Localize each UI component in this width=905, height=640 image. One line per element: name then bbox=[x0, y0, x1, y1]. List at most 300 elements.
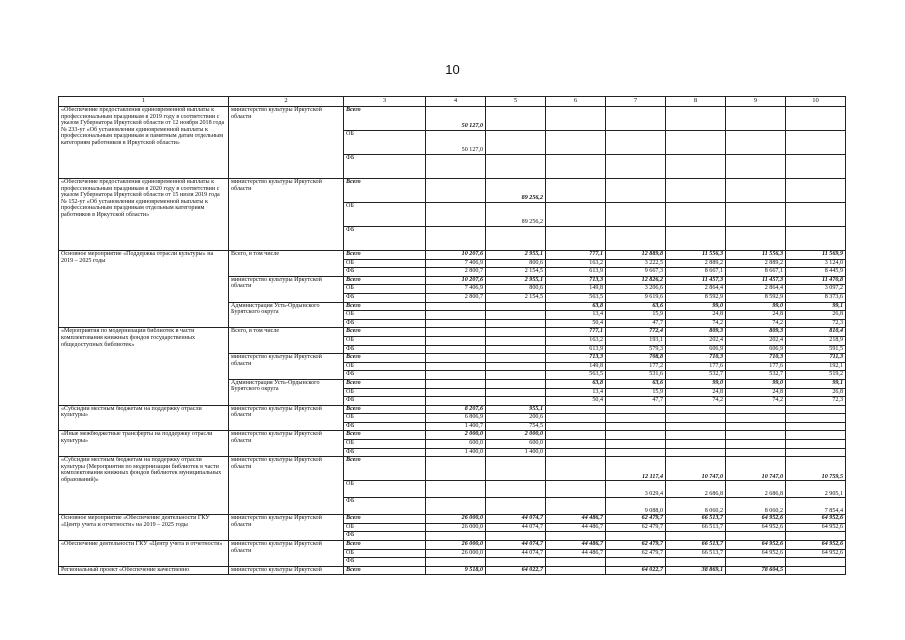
value-cell bbox=[666, 414, 726, 423]
executor-cell: министерство культуры Иркутской области bbox=[229, 431, 344, 457]
executor-cell: министерство культуры Иркутской области bbox=[229, 457, 344, 515]
value-cell bbox=[426, 481, 486, 498]
value-cell bbox=[606, 227, 666, 251]
value-cell bbox=[606, 414, 666, 423]
value-cell: 26,8 bbox=[786, 311, 846, 320]
value-cell: 3 029,4 bbox=[606, 481, 666, 498]
value-cell: 532,7 bbox=[726, 371, 786, 380]
value-cell bbox=[546, 498, 606, 515]
value-cell: 15,9 bbox=[606, 311, 666, 320]
value-cell: 8 207,6 bbox=[426, 405, 486, 414]
value-cell: 24,8 bbox=[726, 388, 786, 397]
funding-source-cell: ФБ bbox=[344, 268, 426, 277]
value-cell bbox=[546, 448, 606, 457]
value-cell: 591,5 bbox=[786, 345, 846, 354]
value-cell bbox=[426, 227, 486, 251]
value-cell bbox=[786, 131, 846, 155]
value-cell bbox=[786, 448, 846, 457]
value-cell bbox=[786, 440, 846, 449]
value-cell: 3 206,6 bbox=[606, 285, 666, 294]
value-cell bbox=[786, 566, 846, 575]
value-cell: 12 826,2 bbox=[606, 276, 666, 285]
executor-cell: министерство культуры Иркутской bbox=[229, 566, 344, 575]
value-cell: 50 127,0 bbox=[426, 107, 486, 131]
funding-source-cell: Всего bbox=[344, 457, 426, 481]
value-cell: 10 759,5 bbox=[786, 457, 846, 481]
funding-source-cell: ФБ bbox=[344, 155, 426, 179]
value-cell bbox=[666, 431, 726, 440]
funding-source-cell: ОБ bbox=[344, 259, 426, 268]
value-cell: 72,3 bbox=[786, 397, 846, 406]
value-cell: 62 479,7 bbox=[606, 515, 666, 524]
value-cell: 777,1 bbox=[546, 328, 606, 337]
value-cell: 149,8 bbox=[546, 285, 606, 294]
value-cell: 15,9 bbox=[606, 388, 666, 397]
value-cell: 193,1 bbox=[606, 336, 666, 345]
value-cell: 72,3 bbox=[786, 319, 846, 328]
value-cell bbox=[546, 227, 606, 251]
activity-name-cell: Региональный проект «Обеспечение качественно bbox=[59, 566, 229, 575]
value-cell: 163,2 bbox=[546, 259, 606, 268]
value-cell: 809,3 bbox=[726, 328, 786, 337]
funding-source-cell: ФБ bbox=[344, 397, 426, 406]
funding-source-cell: Всего bbox=[344, 328, 426, 337]
value-cell bbox=[426, 362, 486, 371]
value-cell bbox=[726, 414, 786, 423]
value-cell bbox=[546, 566, 606, 575]
value-cell bbox=[666, 179, 726, 203]
value-cell: 44 074,7 bbox=[486, 515, 546, 524]
value-cell: 10 747,0 bbox=[666, 457, 726, 481]
value-cell bbox=[426, 179, 486, 203]
value-cell bbox=[666, 405, 726, 414]
value-cell: 809,3 bbox=[666, 328, 726, 337]
executor-cell: Всего, в том числе bbox=[229, 328, 344, 354]
value-cell: 600,0 bbox=[426, 440, 486, 449]
funding-source-cell: ОБ bbox=[344, 285, 426, 294]
value-cell: 600,0 bbox=[486, 440, 546, 449]
value-cell: 9 619,6 bbox=[606, 293, 666, 302]
budget-table-container bbox=[58, 96, 845, 575]
activity-name-cell: «Мероприятия по модернизации библиотек в части комплектования книжных фондов государственных общедоступных библиотек» bbox=[59, 328, 229, 405]
funding-source-cell: ФБ bbox=[344, 345, 426, 354]
col-header: 10 bbox=[786, 97, 846, 107]
funding-source-cell: ОБ bbox=[344, 131, 426, 155]
value-cell bbox=[726, 431, 786, 440]
value-cell: 202,4 bbox=[666, 336, 726, 345]
value-cell bbox=[486, 345, 546, 354]
value-cell: 50 127,0 bbox=[426, 131, 486, 155]
value-cell: 7 854,4 bbox=[786, 498, 846, 515]
value-cell: 800,6 bbox=[486, 259, 546, 268]
value-cell: 89 256,2 bbox=[486, 179, 546, 203]
funding-source-cell: ОБ bbox=[344, 362, 426, 371]
value-cell bbox=[726, 131, 786, 155]
value-cell bbox=[666, 448, 726, 457]
funding-source-cell: ОБ bbox=[344, 440, 426, 449]
value-cell bbox=[426, 155, 486, 179]
value-cell: 9 518,0 bbox=[426, 566, 486, 575]
value-cell: 579,3 bbox=[606, 345, 666, 354]
funding-source-cell: ФБ bbox=[344, 319, 426, 328]
value-cell bbox=[786, 179, 846, 203]
value-cell bbox=[726, 440, 786, 449]
funding-source-cell: ФБ bbox=[344, 498, 426, 515]
funding-source-cell: ФБ bbox=[344, 558, 426, 567]
value-cell: 44 486,7 bbox=[546, 541, 606, 550]
value-cell bbox=[486, 397, 546, 406]
value-cell bbox=[546, 422, 606, 431]
value-cell: 66 513,7 bbox=[666, 515, 726, 524]
value-cell bbox=[726, 558, 786, 567]
value-cell: 13,4 bbox=[546, 311, 606, 320]
executor-cell: Администрация Усть-Ордынского Бурятского округа bbox=[229, 302, 344, 328]
value-cell: 1 400,0 bbox=[486, 448, 546, 457]
value-cell: 99,0 bbox=[666, 302, 726, 311]
value-cell: 2 889,2 bbox=[726, 259, 786, 268]
value-cell: 64 952,6 bbox=[726, 523, 786, 532]
value-cell: 99,0 bbox=[726, 302, 786, 311]
activity-name-cell: «Обеспечение деятельности ГКУ «Центр учета и отчетности» bbox=[59, 541, 229, 567]
value-cell: 99,0 bbox=[726, 379, 786, 388]
value-cell: 44 074,7 bbox=[486, 523, 546, 532]
value-cell bbox=[486, 328, 546, 337]
value-cell bbox=[486, 155, 546, 179]
value-cell bbox=[726, 179, 786, 203]
value-cell: 64 952,6 bbox=[786, 515, 846, 524]
value-cell bbox=[606, 107, 666, 131]
value-cell: 11 457,3 bbox=[666, 276, 726, 285]
value-cell: 74,2 bbox=[666, 319, 726, 328]
value-cell: 708,8 bbox=[606, 354, 666, 363]
value-cell: 754,5 bbox=[486, 422, 546, 431]
col-header: 9 bbox=[726, 97, 786, 107]
col-header: 6 bbox=[546, 97, 606, 107]
value-cell bbox=[486, 371, 546, 380]
value-cell: 99,1 bbox=[786, 379, 846, 388]
value-cell: 955,1 bbox=[486, 405, 546, 414]
funding-source-cell: Всего bbox=[344, 179, 426, 203]
value-cell: 78 604,5 bbox=[726, 566, 786, 575]
value-cell: 11 556,3 bbox=[666, 251, 726, 260]
col-header: 4 bbox=[426, 97, 486, 107]
value-cell: 66 513,7 bbox=[666, 549, 726, 558]
table-row bbox=[59, 251, 846, 260]
value-cell: 10 207,6 bbox=[426, 251, 486, 260]
value-cell: 26,8 bbox=[786, 388, 846, 397]
value-cell bbox=[726, 203, 786, 227]
value-cell: 62 479,7 bbox=[606, 549, 666, 558]
value-cell: 6 806,9 bbox=[426, 414, 486, 423]
value-cell: 66 513,7 bbox=[666, 523, 726, 532]
value-cell bbox=[486, 354, 546, 363]
value-cell: 64 022,7 bbox=[486, 566, 546, 575]
value-cell: 24,8 bbox=[666, 311, 726, 320]
value-cell: 519,2 bbox=[786, 371, 846, 380]
funding-source-cell: ОБ bbox=[344, 481, 426, 498]
value-cell bbox=[486, 362, 546, 371]
value-cell: 2 686,8 bbox=[726, 481, 786, 498]
value-cell bbox=[486, 388, 546, 397]
value-cell bbox=[546, 558, 606, 567]
value-cell: 74,2 bbox=[726, 319, 786, 328]
value-cell: 64 952,6 bbox=[726, 515, 786, 524]
value-cell: 2 000,0 bbox=[426, 431, 486, 440]
value-cell bbox=[486, 498, 546, 515]
value-cell: 2 154,5 bbox=[486, 293, 546, 302]
value-cell bbox=[786, 431, 846, 440]
value-cell: 64 952,6 bbox=[786, 523, 846, 532]
value-cell: 7 406,9 bbox=[426, 259, 486, 268]
value-cell: 74,2 bbox=[726, 397, 786, 406]
value-cell: 2 000,0 bbox=[486, 431, 546, 440]
value-cell: 2 864,4 bbox=[666, 285, 726, 294]
executor-cell: Всего, в том числе bbox=[229, 251, 344, 277]
value-cell bbox=[426, 379, 486, 388]
value-cell: 713,3 bbox=[546, 276, 606, 285]
funding-source-cell: Всего bbox=[344, 379, 426, 388]
value-cell bbox=[426, 498, 486, 515]
value-cell bbox=[666, 131, 726, 155]
value-cell: 8 592,9 bbox=[666, 293, 726, 302]
value-cell: 8 060,2 bbox=[726, 498, 786, 515]
value-cell: 44 074,7 bbox=[486, 541, 546, 550]
value-cell: 64 022,7 bbox=[606, 566, 666, 575]
value-cell: 62 479,7 bbox=[606, 523, 666, 532]
funding-source-cell: ФБ bbox=[344, 422, 426, 431]
table-row bbox=[59, 566, 846, 575]
table-row bbox=[59, 328, 846, 337]
value-cell bbox=[606, 405, 666, 414]
value-cell bbox=[426, 388, 486, 397]
value-cell bbox=[786, 155, 846, 179]
value-cell: 26 000,0 bbox=[426, 515, 486, 524]
table-row bbox=[59, 541, 846, 550]
value-cell: 200,6 bbox=[486, 414, 546, 423]
value-cell: 710,3 bbox=[726, 354, 786, 363]
executor-cell: министерство культуры Иркутской области bbox=[229, 515, 344, 541]
col-header: 7 bbox=[606, 97, 666, 107]
table-row bbox=[59, 107, 846, 131]
executor-cell: министерство культуры Иркутской области bbox=[229, 107, 344, 179]
funding-source-cell: ОБ bbox=[344, 414, 426, 423]
value-cell: 177,6 bbox=[726, 362, 786, 371]
value-cell: 777,1 bbox=[546, 251, 606, 260]
funding-source-cell: Всего bbox=[344, 431, 426, 440]
value-cell: 63,8 bbox=[546, 302, 606, 311]
value-cell bbox=[546, 431, 606, 440]
table-row bbox=[59, 457, 846, 481]
value-cell bbox=[606, 131, 666, 155]
value-cell: 606,9 bbox=[666, 345, 726, 354]
value-cell bbox=[546, 457, 606, 481]
value-cell: 772,4 bbox=[606, 328, 666, 337]
value-cell: 2 154,5 bbox=[486, 268, 546, 277]
value-cell bbox=[426, 457, 486, 481]
value-cell: 2 889,2 bbox=[666, 259, 726, 268]
value-cell bbox=[426, 203, 486, 227]
value-cell bbox=[786, 203, 846, 227]
value-cell bbox=[786, 422, 846, 431]
value-cell bbox=[486, 379, 546, 388]
value-cell: 606,9 bbox=[726, 345, 786, 354]
value-cell bbox=[486, 227, 546, 251]
activity-name-cell: «Обеспечение предоставления единовременной выплаты к профессиональным праздникам в 2019 году в соответствии с указом Губернатора Иркутской области от 12 ноября 2018 года № 233-уг «Об установлении единовременной выплаты к профессиональным праздникам и памятным датам отдельным категориям работников в Иркутской области» bbox=[59, 107, 229, 179]
value-cell: 2 800,7 bbox=[426, 293, 486, 302]
table-row bbox=[59, 179, 846, 203]
value-cell: 2 864,4 bbox=[726, 285, 786, 294]
value-cell bbox=[546, 155, 606, 179]
value-cell: 2 800,7 bbox=[426, 268, 486, 277]
value-cell bbox=[606, 558, 666, 567]
value-cell: 64 952,6 bbox=[786, 549, 846, 558]
value-cell: 8 667,1 bbox=[726, 268, 786, 277]
value-cell bbox=[426, 532, 486, 541]
value-cell: 63,6 bbox=[606, 379, 666, 388]
value-cell: 613,9 bbox=[546, 268, 606, 277]
value-cell bbox=[786, 107, 846, 131]
col-header: 3 bbox=[344, 97, 426, 107]
value-cell: 47,7 bbox=[606, 319, 666, 328]
value-cell bbox=[546, 481, 606, 498]
value-cell bbox=[426, 302, 486, 311]
value-cell: 8 592,9 bbox=[726, 293, 786, 302]
value-cell: 50,4 bbox=[546, 319, 606, 328]
value-cell: 711,3 bbox=[786, 354, 846, 363]
table-row bbox=[59, 515, 846, 524]
value-cell: 26 000,0 bbox=[426, 549, 486, 558]
value-cell bbox=[666, 422, 726, 431]
activity-name-cell: «Субсидии местным бюджетам на поддержку отрасли культуры (Мероприятия по модернизации библиотек в части комплектования книжных фондов библиотек муниципальных образований)» bbox=[59, 457, 229, 515]
value-cell bbox=[486, 558, 546, 567]
value-cell: 89 256,2 bbox=[486, 203, 546, 227]
value-cell: 11 470,8 bbox=[786, 276, 846, 285]
value-cell: 2 955,1 bbox=[486, 251, 546, 260]
value-cell bbox=[486, 319, 546, 328]
value-cell: 44 486,7 bbox=[546, 515, 606, 524]
value-cell bbox=[606, 179, 666, 203]
value-cell: 12 889,8 bbox=[606, 251, 666, 260]
value-cell: 2 686,8 bbox=[666, 481, 726, 498]
value-cell bbox=[426, 336, 486, 345]
value-cell: 11 556,3 bbox=[726, 251, 786, 260]
value-cell: 63,8 bbox=[546, 379, 606, 388]
value-cell bbox=[606, 422, 666, 431]
value-cell bbox=[726, 448, 786, 457]
funding-source-cell: ФБ bbox=[344, 227, 426, 251]
value-cell bbox=[426, 371, 486, 380]
value-cell bbox=[786, 414, 846, 423]
value-cell bbox=[726, 422, 786, 431]
value-cell bbox=[666, 227, 726, 251]
value-cell: 177,2 bbox=[606, 362, 666, 371]
value-cell: 11 569,9 bbox=[786, 251, 846, 260]
value-cell bbox=[786, 532, 846, 541]
value-cell: 613,9 bbox=[546, 345, 606, 354]
value-cell: 26 000,0 bbox=[426, 523, 486, 532]
funding-source-cell: ФБ bbox=[344, 448, 426, 457]
value-cell: 74,2 bbox=[666, 397, 726, 406]
value-cell: 10 207,6 bbox=[426, 276, 486, 285]
activity-name-cell: Основное мероприятие «Поддержка отрасли культуры» на 2019 – 2025 годы bbox=[59, 251, 229, 328]
value-cell: 177,6 bbox=[666, 362, 726, 371]
value-cell: 218,9 bbox=[786, 336, 846, 345]
value-cell: 11 457,3 bbox=[726, 276, 786, 285]
value-cell: 38 869,1 bbox=[666, 566, 726, 575]
executor-cell: министерство культуры Иркутской области bbox=[229, 179, 344, 251]
funding-source-cell: ОБ bbox=[344, 549, 426, 558]
value-cell bbox=[486, 336, 546, 345]
value-cell: 9 088,0 bbox=[606, 498, 666, 515]
value-cell bbox=[426, 558, 486, 567]
value-cell bbox=[486, 131, 546, 155]
value-cell bbox=[546, 405, 606, 414]
value-cell bbox=[726, 155, 786, 179]
table-row bbox=[59, 431, 846, 440]
value-cell bbox=[666, 107, 726, 131]
value-cell: 8 445,9 bbox=[786, 268, 846, 277]
table-body bbox=[59, 107, 846, 575]
value-cell: 3 097,2 bbox=[786, 285, 846, 294]
value-cell bbox=[426, 354, 486, 363]
value-cell: 99,1 bbox=[786, 302, 846, 311]
value-cell bbox=[546, 131, 606, 155]
column-number-row bbox=[59, 97, 846, 107]
value-cell bbox=[426, 311, 486, 320]
value-cell: 202,4 bbox=[726, 336, 786, 345]
value-cell: 7 406,9 bbox=[426, 285, 486, 294]
value-cell bbox=[606, 431, 666, 440]
value-cell bbox=[666, 440, 726, 449]
value-cell: 24,8 bbox=[666, 388, 726, 397]
value-cell: 2 955,1 bbox=[486, 276, 546, 285]
value-cell: 64 952,6 bbox=[726, 549, 786, 558]
value-cell: 62 479,7 bbox=[606, 541, 666, 550]
funding-source-cell: Всего bbox=[344, 405, 426, 414]
value-cell: 192,1 bbox=[786, 362, 846, 371]
value-cell: 149,8 bbox=[546, 362, 606, 371]
funding-source-cell: Всего bbox=[344, 541, 426, 550]
funding-source-cell: ОБ bbox=[344, 311, 426, 320]
value-cell bbox=[546, 203, 606, 227]
value-cell: 64 952,6 bbox=[786, 541, 846, 550]
funding-source-cell: Всего bbox=[344, 566, 426, 575]
funding-source-cell: Всего bbox=[344, 515, 426, 524]
budget-table bbox=[58, 96, 846, 575]
value-cell: 1 400,7 bbox=[426, 422, 486, 431]
value-cell: 47,7 bbox=[606, 397, 666, 406]
col-header: 8 bbox=[666, 97, 726, 107]
value-cell bbox=[546, 179, 606, 203]
value-cell: 710,3 bbox=[666, 354, 726, 363]
activity-name-cell: Основное мероприятие «Обеспечение деятельности ГКУ «Центр учета и отчетности» на 2019 – 2025 годы bbox=[59, 515, 229, 541]
activity-name-cell: «Обеспечение предоставления единовременной выплаты к профессиональным праздникам в 2020 году в соответствии с указом Губернатора Иркутской области от 15 июля 2019 года № 152-уг «Об установлении единовременной выплаты к профессиональным праздникам отдельным категориям работников в Иркутской области» bbox=[59, 179, 229, 251]
value-cell: 163,2 bbox=[546, 336, 606, 345]
funding-source-cell: ОБ bbox=[344, 336, 426, 345]
table-row bbox=[59, 405, 846, 414]
col-header: 5 bbox=[486, 97, 546, 107]
funding-source-cell: Всего bbox=[344, 251, 426, 260]
value-cell bbox=[546, 440, 606, 449]
funding-source-cell: ОБ bbox=[344, 388, 426, 397]
funding-source-cell: Всего bbox=[344, 354, 426, 363]
activity-name-cell: «Субсидии местным бюджетам на поддержку отрасли культуры» bbox=[59, 405, 229, 431]
value-cell bbox=[786, 558, 846, 567]
value-cell: 24,8 bbox=[726, 311, 786, 320]
value-cell bbox=[486, 107, 546, 131]
funding-source-cell: ОБ bbox=[344, 203, 426, 227]
value-cell bbox=[786, 405, 846, 414]
